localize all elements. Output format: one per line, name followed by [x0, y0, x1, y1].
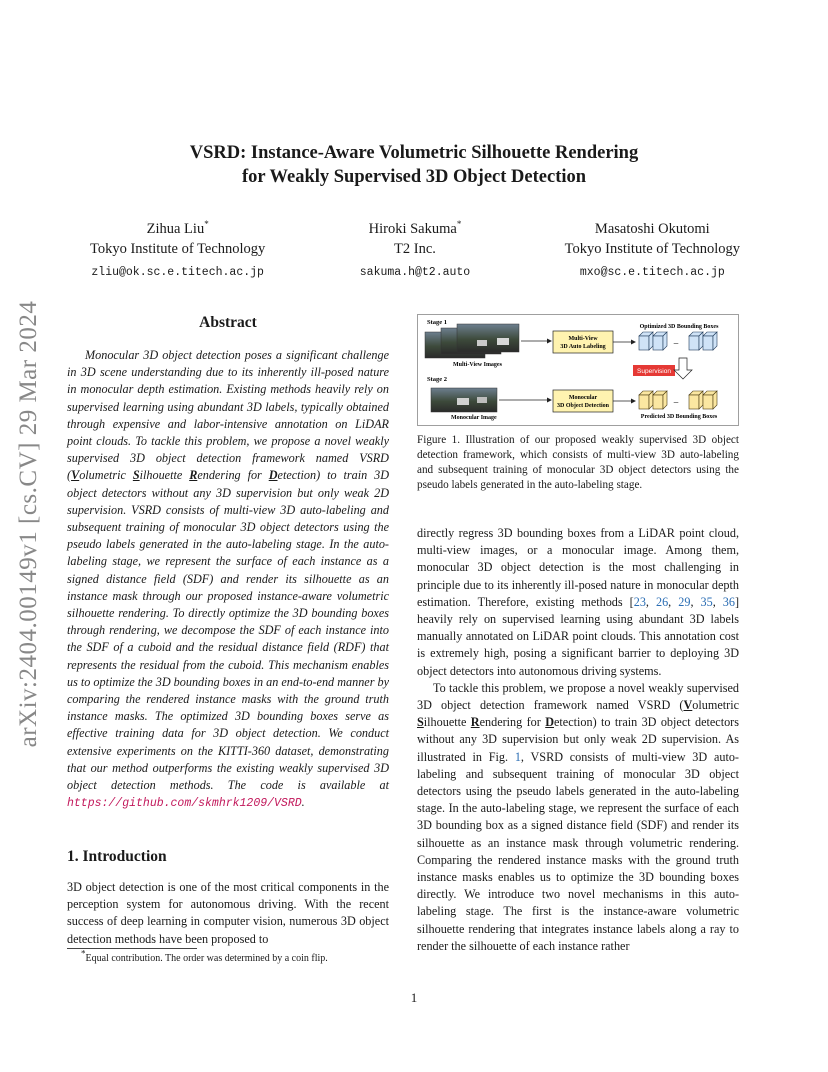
acronym-rest: ilhouette — [139, 468, 190, 483]
author-2 — [360, 219, 470, 283]
author-3 — [565, 219, 740, 283]
predicted-cubes-right — [689, 391, 717, 409]
paragraph — [417, 525, 739, 680]
dash-symbol: – — [673, 338, 679, 348]
acronym-rest: etection — [554, 715, 593, 730]
text-part: , VSRD consists of multi-view 3D auto-labeling and subsequent training of monocular 3D object detectors using the pseudo labels generated in the auto-labeling stage. In the auto-labeling stage, we represent the surface of each 3D bounding box as a signed distance field (SDF) and render its silhouette as an instance mask through volumetric rendering. Comparing the rendered instance masks with the ground truth instance masks enables us to optimize the 3D bounding boxes directly. We introduce two novel mechanisms in this auto-labeling stage. The first is the instance-aware volumetric silhouette rendering that integrates instance labels along a ray to render the silhouette of each instance rather — [417, 749, 739, 953]
text-part: ] heavily rely on supervised learning using abundant 3D labels manually annotated on LiDAR point clouds. This annotation cost is extremely high, posing a significant barrier to deploying 3D object detectors into autonomous driving systems. — [417, 594, 740, 678]
acronym-rest: olumetric — [79, 468, 133, 483]
optimized-cubes-right — [689, 332, 717, 350]
multi-view-images-label: Multi-View Images — [453, 362, 502, 368]
optimized-boxes-label: Optimized 3D Bounding Boxes — [639, 324, 719, 330]
acronym-rest: olumetric — [692, 698, 739, 713]
text-part: , — [690, 594, 701, 609]
text-part: , — [668, 594, 679, 609]
acronym-rest: etection — [277, 468, 317, 483]
intro-text: 3D object detection is one of the most critical components in the perception system for autonomous driving. With the recent success of deep learning in computer vision, numerous 3D object detection methods have been proposed to — [67, 880, 389, 946]
stage-2-label: Stage 2 — [427, 376, 448, 383]
right-column-body — [417, 525, 739, 955]
title-line-1: VSRD: Instance-Aware Volumetric Silhouette Rendering — [189, 143, 639, 163]
detector-label-1: Monocular — [568, 395, 598, 401]
figure-diagram — [417, 314, 739, 426]
equal-contribution-mark: * — [204, 219, 209, 230]
text-part: directly regress 3D bounding boxes from a LiDAR point cloud, multi-view images, or a monocular image. Among them, monocular 3D object detection is the most challenging in principle due to its inherently ill-posed nature in monocular depth estimation. Therefore, existing methods [ — [417, 526, 739, 609]
acronym-letter: D — [545, 715, 555, 730]
text-part: , — [645, 594, 656, 609]
author-name: Hiroki Sakuma — [368, 221, 457, 237]
citation-link[interactable]: 36 — [722, 594, 735, 609]
acronym-letter: V — [683, 698, 693, 713]
abstract-part: ) to train 3D object detectors without any 3D supervision but only weak 2D supervision. VSRD consists of multi-view 3D auto-labeling and subsequent training of monocular 3D object detectors using the pseudo labels generated in the auto-labeling stage. In the auto-labeling stage, we represent the surface of each instance as a signed distance field (SDF) and render its silhouette as an instance mask through our proposed instance-aware volumetric silhouette rendering. To directly optimize the 3D bounding boxes through rendering, we decompose the SDF of each instance into the SDF of a cuboid and the residual distance field (RDF) that represents the residual from the cuboid. This mechanism enables us to optimize the 3D bounding boxes in an end-to-end manner by comparing the rendered instance masks with the ground truth instance masks. The optimized 3D bounding boxes serve as effective training data for 3D object detection. We conduct extensive experiments on the KITTI-360 dataset, demonstrating that our method outperforms the existing weakly supervised 3D object detection methods. The code is available at — [67, 468, 389, 793]
page-number: 1 — [410, 990, 418, 1005]
paper-title — [100, 141, 728, 189]
footnote-text: Equal contribution. The order was determined by a coin flip. — [85, 953, 328, 964]
text-part: , — [712, 594, 723, 609]
acronym-letter: S — [417, 715, 424, 730]
author-name: Masatoshi Okutomi — [594, 221, 710, 237]
title-line-2: for Weakly Supervised 3D Object Detection — [241, 167, 587, 187]
acronym-rest: endering for — [479, 715, 546, 730]
citation-link[interactable]: 35 — [700, 594, 713, 609]
citation-link[interactable]: 26 — [655, 594, 669, 609]
acronym-rest: endering for — [197, 468, 269, 483]
detector-label-2: 3D Object Detection — [557, 403, 609, 409]
citation-link[interactable]: 29 — [678, 594, 691, 609]
stage-1-label: Stage 1 — [427, 319, 448, 326]
monocular-image-photo — [431, 388, 497, 412]
predicted-boxes-label: Predicted 3D Bounding Boxes — [640, 414, 718, 420]
intro-heading: 1. Introduction — [67, 848, 167, 865]
author-email: mxo@sc.e.titech.ac.jp — [579, 266, 725, 279]
author-email: zliu@ok.sc.e.titech.ac.jp — [91, 266, 264, 279]
paragraph — [417, 680, 739, 955]
optimized-cubes-left — [639, 332, 667, 350]
predicted-cubes-left — [639, 391, 667, 409]
author-1 — [90, 219, 265, 283]
author-affiliation: T2 Inc. — [394, 241, 436, 257]
author-affiliation: Tokyo Institute of Technology — [564, 241, 740, 257]
dash-symbol: – — [673, 397, 679, 407]
arxiv-sidebar — [6, 290, 52, 758]
abstract-part: Monocular 3D object detection poses a significant challenge in 3D scene understanding due to its inherently ill-posed nature in monocular depth estimation. Existing methods heavily rely on supervised learning using abundant 3D labels, typically obtained through expensive and labor-intensive annotation on LiDAR point clouds. To tackle this problem, we propose a novel weakly supervised 3D object detection framework named VSRD ( — [67, 348, 389, 483]
figure-1 — [417, 314, 739, 426]
acronym-rest: ilhouette — [423, 715, 471, 730]
footnote-rule — [67, 948, 197, 949]
monocular-image-label: Monocular Image — [451, 415, 497, 421]
acronym-letter: D — [268, 468, 278, 483]
acronym-letter: R — [189, 468, 198, 483]
author-affiliation: Tokyo Institute of Technology — [90, 241, 266, 257]
abstract-part: . — [301, 795, 305, 810]
auto-labeling-label-2: 3D Auto Labeling — [560, 344, 606, 350]
acronym-letter: V — [71, 468, 80, 483]
footnote-mark: * — [81, 948, 86, 959]
equal-contribution-mark: * — [456, 219, 462, 230]
auto-labeling-label-1: Multi-View — [568, 336, 598, 342]
acronym-letter: S — [132, 468, 140, 483]
text-part: ) to train 3D object detectors without any 3D supervision but only weak 2D supervision. As illustrated in Fig. — [417, 715, 739, 764]
footnote — [67, 948, 389, 965]
figure-ref-link[interactable]: 1 — [514, 749, 521, 764]
author-email: sakuma.h@t2.auto — [359, 266, 471, 279]
author-name: Zihua Liu — [146, 221, 205, 237]
citation-link[interactable]: 23 — [633, 594, 646, 609]
author-block — [90, 219, 740, 283]
figure-caption: Figure 1. Illustration of our proposed weakly supervised 3D object detection framework, which consists of multi-view 3D auto-labeling and subsequent training of monocular 3D object detectors using the pseudo labels generated in the auto-labeling stage. — [417, 434, 739, 491]
arxiv-identifier: arXiv:2404.00149v1 [cs.CV] 29 Mar 2024 — [15, 300, 42, 748]
abstract-heading: Abstract — [199, 314, 257, 331]
acronym-letter: R — [470, 715, 480, 730]
supervision-label: Supervision — [637, 368, 671, 375]
abstract-text — [67, 347, 389, 812]
code-link[interactable]: https://github.com/skmhrk1209/VSRD — [67, 797, 302, 811]
text-part: To tackle this problem, we propose a novel weakly supervised 3D object detection framework named VSRD ( — [417, 680, 739, 713]
